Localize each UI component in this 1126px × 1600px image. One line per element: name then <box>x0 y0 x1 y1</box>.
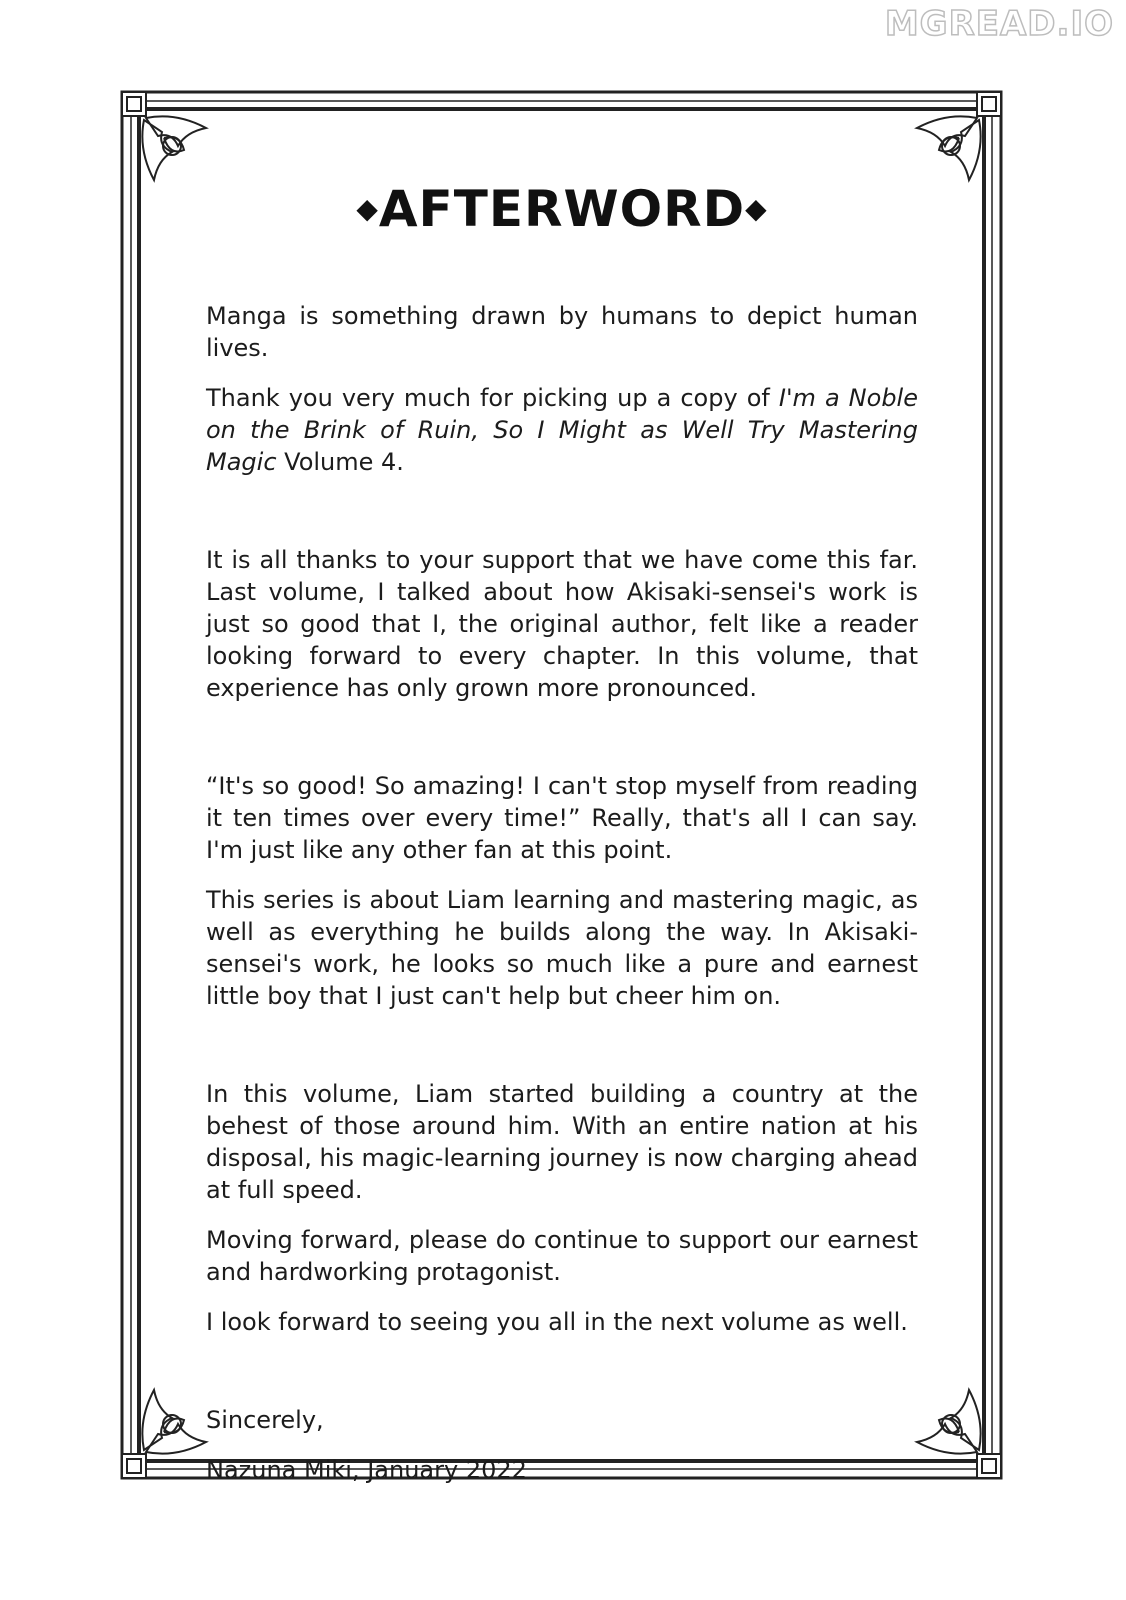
paragraph-5: This series is about Liam learning and mastering magic, as well as everything he builds along the way. In Akisaki-sensei's work, he looks so much like a pure and earnest little boy that I just can't help but cheer him on. <box>206 886 918 1010</box>
paragraph-7: Moving forward, please do continue to support our earnest and hardworking protagonist. <box>206 1226 918 1286</box>
paragraph-1: Manga is something drawn by humans to depict human lives. <box>206 302 918 362</box>
signature: Nazuna Miki, January 2022 <box>206 1456 527 1484</box>
paragraph-8: I look forward to seeing you all in the next volume as well. <box>206 1308 908 1336</box>
afterword-content <box>206 176 918 1486</box>
paragraph-6: In this volume, Liam started building a country at the behest of those around him. With an entire nation at his disposal, his magic-learning journey is now charging ahead at full speed. <box>206 1080 918 1204</box>
paragraph-2-tail: Volume 4. <box>276 448 404 476</box>
corner-ornament-top-left <box>122 92 206 180</box>
corner-ornament-bottom-left <box>122 1390 206 1478</box>
corner-ornament-bottom-right <box>917 1390 1001 1478</box>
paragraph-2-lead: Thank you very much for picking up a copy of <box>206 384 779 412</box>
paragraph-4: “It's so good! So amazing! I can't stop myself from reading it ten times over every time!” Really, that's all I can say. I'm just like any other fan at this point. <box>206 772 918 864</box>
book-title: I'm a Noble on the Brink of Ruin, So I Might as Well Try Mastering Magic <box>206 384 918 476</box>
diamond-icon: ◆ <box>745 191 768 225</box>
watermark: MGREAD.IO <box>884 4 1114 44</box>
diamond-icon: ◆ <box>356 191 379 225</box>
closing-line: Sincerely, <box>206 1406 324 1434</box>
corner-ornament-top-right <box>917 92 1001 180</box>
page-title <box>206 176 918 242</box>
paragraph-2 <box>206 382 918 478</box>
title-text: AFTERWORD <box>378 180 746 238</box>
paragraph-3: It is all thanks to your support that we have come this far. Last volume, I talked about how Akisaki-sensei's work is just so good that I, the original author, felt like a reader looking forward to every chapter. In this volume, that experience has only grown more pronounced. <box>206 546 918 702</box>
